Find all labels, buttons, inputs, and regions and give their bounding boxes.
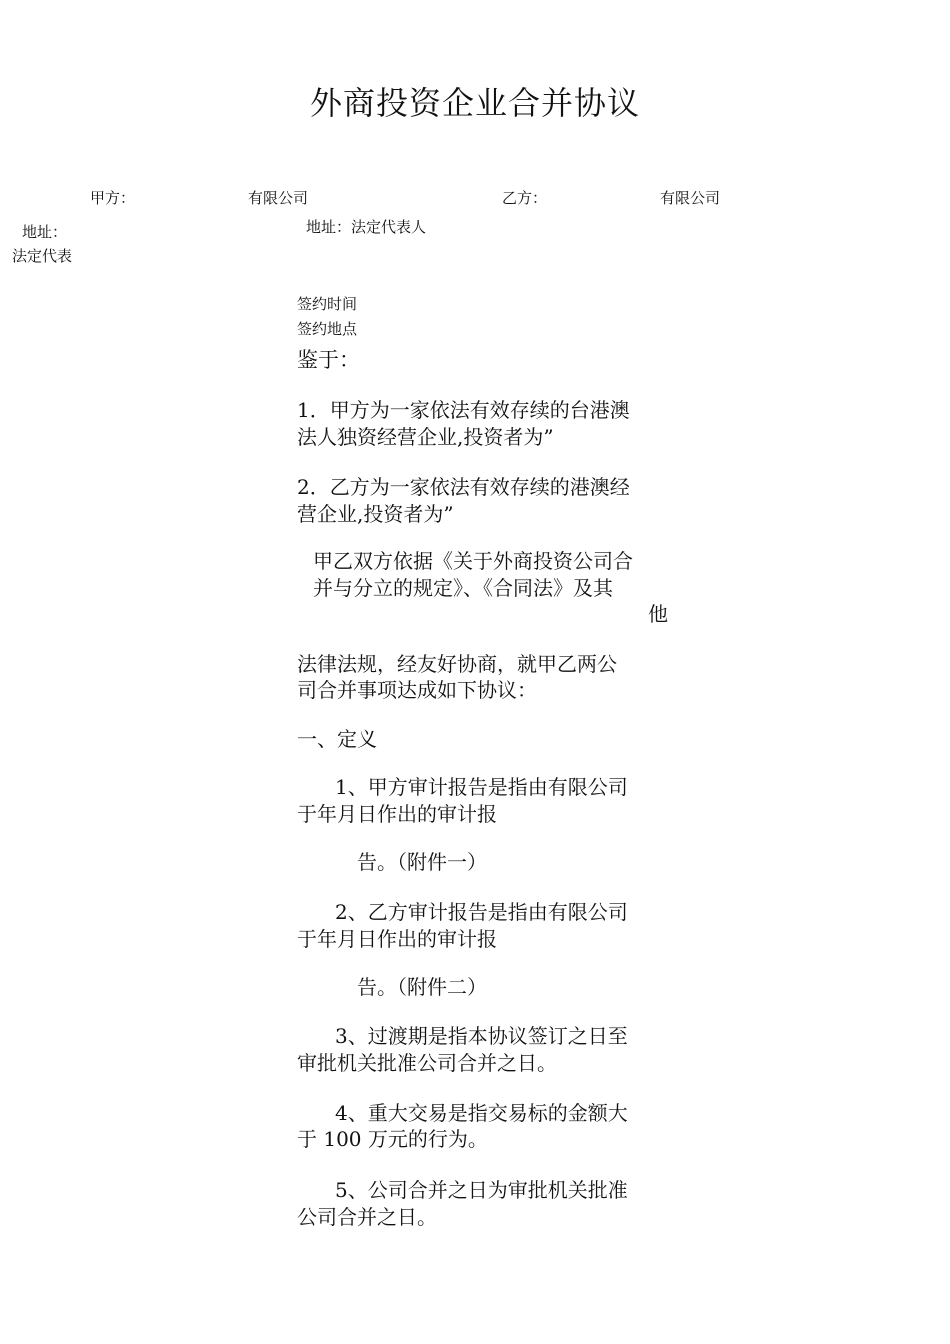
basis-line-4: 法律法规，经友好协商，就甲乙两公 [297, 652, 617, 676]
item-2-line-1: 2．乙方为一家依法有效存续的港澳经 [297, 475, 630, 499]
basis-line-5: 司合并事项达成如下协议： [297, 678, 537, 702]
party-b-address-representative: 地址：法定代表人 [306, 218, 427, 236]
definition-3-line-1: 3、过渡期是指本协议签订之日至 [335, 1024, 628, 1048]
item-1-line-2: 法人独资经营企业,投资者为” [297, 425, 554, 449]
whereas-heading: 鉴于： [297, 348, 360, 372]
party-a-address: 地址： [22, 223, 68, 241]
party-a-label: 甲方： [90, 189, 136, 207]
definition-1-line-2: 于年月日作出的审计报 [297, 802, 497, 826]
section-1-heading: 一、定义 [297, 727, 377, 751]
basis-line-1: 甲乙双方依据《关于外商投资公司合 [313, 549, 633, 573]
document-title: 外商投资企业合并协议 [309, 84, 640, 122]
item-2-line-2: 营企业,投资者为” [297, 502, 454, 526]
definition-5-line-2: 公司合并之日。 [297, 1205, 437, 1229]
item-1-line-1: 1．甲方为一家依法有效存续的台港澳 [297, 398, 630, 422]
definition-3-line-2: 审批机关批准公司合并之日。 [297, 1051, 557, 1075]
definition-1-line-3: 告。（附件一） [357, 850, 487, 874]
definition-2-line-3: 告。（附件二） [357, 975, 487, 999]
definition-2-line-1: 2、乙方审计报告是指由有限公司 [335, 900, 628, 924]
party-b-company: 有限公司 [660, 189, 721, 207]
party-b-label: 乙方： [502, 189, 548, 207]
signing-time: 签约时间 [297, 295, 358, 313]
definition-5-line-1: 5、公司合并之日为审批机关批准 [335, 1178, 628, 1202]
definition-2-line-2: 于年月日作出的审计报 [297, 927, 497, 951]
signing-place: 签约地点 [297, 320, 358, 338]
basis-line-2: 并与分立的规定》、《合同法》及其 [313, 576, 613, 600]
party-a-representative: 法定代表 [12, 247, 73, 265]
party-a-company: 有限公司 [248, 189, 309, 207]
definition-4-line-2: 于 100 万元的行为。 [297, 1127, 488, 1151]
definition-1-line-1: 1、甲方审计报告是指由有限公司 [335, 775, 628, 799]
basis-line-3: 他 [648, 602, 668, 626]
definition-4-line-1: 4、重大交易是指交易标的金额大 [335, 1101, 628, 1125]
